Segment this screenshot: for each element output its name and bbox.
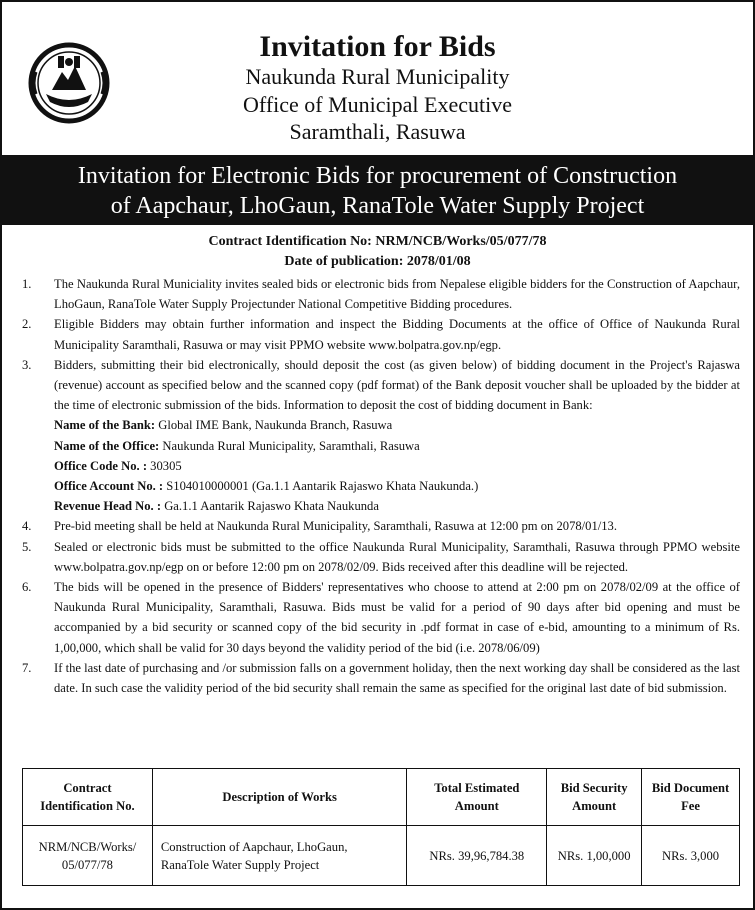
item-text: The bids will be opened in the presence of Bidders' representatives who choose to attend at 2:00 pm on 2078/02/09 at the office of Naukunda Rural Municipality, Saramthali, Rasuwa. Bids must be valid for a period of 90 days after bid opening and must be accompanied by a bid security or scanned copy of the bid security in .pdf format in case of e-bid, amounting to a minimum of Rs. 1,00,000, which shall be valid for 30 days beyond the validity period of the bid (i.e. 2078/06/09) (54, 580, 740, 655)
item-number: 1. (22, 277, 32, 291)
item-number: 3. (22, 357, 32, 372)
org-office: Office of Municipal Executive (243, 92, 512, 117)
notice-item (22, 537, 740, 577)
notice-item (22, 355, 740, 416)
bid-table (22, 768, 740, 886)
notice-item (22, 658, 740, 698)
item-number: 2. (22, 317, 32, 332)
banner-line-1: Invitation for Electronic Bids for procurement of Construction (77, 163, 678, 189)
cell-contract-id: NRM/NCB/Works/ 05/077/78 (23, 826, 153, 886)
bank-value: Global IME Bank, Naukunda Branch, Rasuwa (155, 418, 393, 433)
header-estimated-amount: Total Estimated Amount (407, 769, 547, 826)
revenue-head-row (54, 496, 740, 516)
bank-label: Name of the Office: (54, 438, 160, 453)
cell-bid-security: NRs. 1,00,000 (547, 826, 642, 886)
project-banner (2, 155, 753, 225)
bank-label: Revenue Head No. : (54, 499, 162, 514)
contract-id: Contract Identification No: NRM/NCB/Works/05/077/78 (208, 234, 547, 249)
publication-date: Date of publication: 2078/01/08 (284, 254, 471, 269)
item-text: If the last date of purchasing and /or submission falls on a government holiday, then the next working day shall be considered as the last date. In such case the validity period of the bid security shall remain the same as specified for the original last date of bid submission. (54, 660, 740, 696)
notice-item (22, 516, 740, 536)
table-header-row (23, 769, 740, 826)
cell-estimated-amount: NRs. 39,96,784.38 (407, 826, 547, 886)
header-contract-id: Contract Identification No. (23, 769, 153, 826)
banner-line-2: of Aapchaur, LhoGaun, RanaTole Water Supply Project (110, 193, 645, 219)
bank-value: S104010000001 (Ga.1.1 Aantarik Rajaswo Khata Naukunda.) (163, 479, 479, 494)
table-row (23, 826, 740, 886)
bank-details (22, 415, 740, 516)
bank-label: Office Account No. : (54, 479, 164, 494)
header-bid-security: Bid Security Amount (547, 769, 642, 826)
cell-document-fee: NRs. 3,000 (642, 826, 740, 886)
item-text: The Naukunda Rural Municiality invites sealed bids or electronic bids from Nepalese eligible bidders for the Construction of Aapchaur, LhoGaun, RanaTole Water Supply Projectunder National Competitive Bidding procedures. (54, 277, 740, 312)
org-name: Naukunda Rural Municipality (245, 64, 510, 89)
bank-value: Naukunda Rural Municipality, Saramthali, Rasuwa (159, 438, 420, 453)
bank-value: 30305 (147, 458, 182, 473)
item-number: 4. (22, 519, 32, 534)
item-text: Eligible Bidders may obtain further information and inspect the Bidding Documents at the office of Office of Naukunda Rural Municipality Saramthali, Rasuwa or may visit PPMO website www.bolpatra.gov.np/egp. (54, 317, 740, 352)
notice-item (22, 274, 740, 314)
notice-items (22, 274, 740, 698)
office-code-row (54, 456, 740, 476)
office-name-row (54, 436, 740, 456)
notice-item (22, 577, 740, 658)
bank-label: Office Code No. : (54, 458, 148, 473)
header-description: Description of Works (152, 769, 407, 826)
notice-item (22, 314, 740, 354)
bank-label: Name of the Bank: (54, 418, 156, 433)
header-document-fee: Bid Document Fee (642, 769, 740, 826)
office-account-row (54, 476, 740, 496)
notice-title: Invitation for Bids (259, 30, 496, 63)
org-location: Saramthali, Rasuwa (289, 119, 466, 144)
item-text: Pre-bid meeting shall be held at Naukunda Rural Municipality, Saramthali, Rasuwa at 12:00 pm on 2078/01/13. (54, 519, 617, 534)
item-number: 7. (22, 660, 32, 675)
item-text: Sealed or electronic bids must be submitted to the office Naukunda Rural Municipality, Saramthali, Rasuwa through PPMO website www.bolpatra.gov.np/egp on or before 12:00 pm on 2078/02/09. Bids received after this deadline will be rejected. (54, 539, 740, 574)
contract-info (2, 232, 753, 272)
bank-name-row (54, 415, 740, 435)
item-number: 5. (22, 539, 32, 554)
bank-value: Ga.1.1 Aantarik Rajaswo Khata Naukunda (161, 499, 379, 514)
cell-description: Construction of Aapchaur, LhoGaun, RanaTole Water Supply Project (152, 826, 407, 886)
item-text: Bidders, submitting their bid electronically, should deposit the cost (as given below) of bidding document in the Project's Rajaswa (revenue) account as specified below and the scanned copy (pdf format) of the Bank deposit voucher shall be uploaded by the bidder at the time of electronic submission of the bids. Information to deposit the cost of bidding document in Bank: (54, 357, 740, 413)
notice-header (2, 2, 753, 152)
item-number: 6. (22, 580, 32, 595)
